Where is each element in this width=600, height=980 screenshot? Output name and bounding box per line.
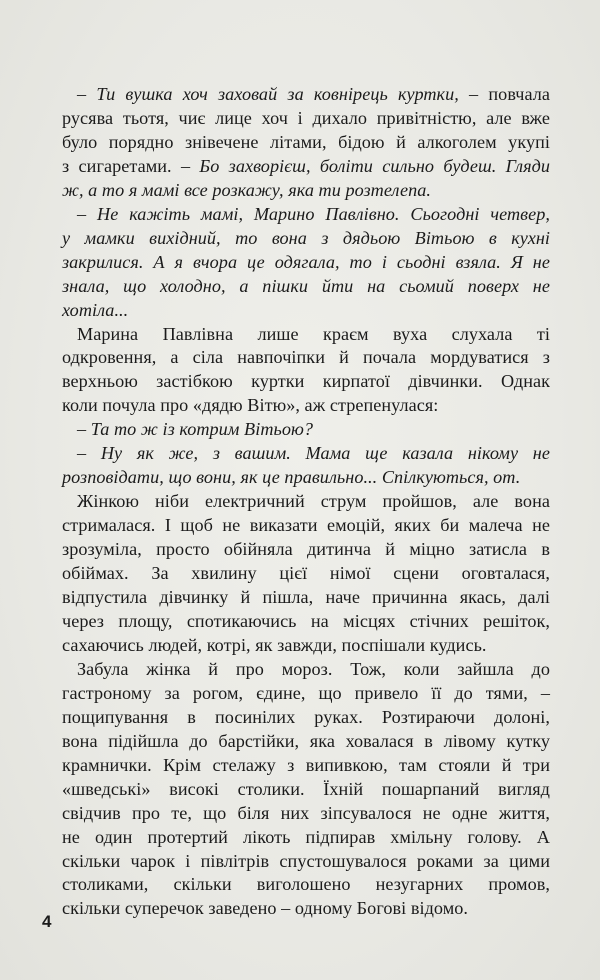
text-line <box>62 778 550 802</box>
text-run: відпустила дівчинку й пішла, наче причинна якась, далі <box>62 587 550 608</box>
text-line <box>62 370 550 394</box>
text-line <box>62 155 550 179</box>
text-run: скільки чарок і півлітрів спустошувалося роками за цими <box>62 850 550 871</box>
text-run: через площу, спотикаючись на місцях стічних решіток, <box>62 610 550 631</box>
text-line <box>62 418 550 442</box>
page-number: 4 <box>42 912 52 931</box>
text-line <box>62 203 550 227</box>
text-line <box>62 706 550 730</box>
text-run: Забула жінка й про мороз. Тож, коли зайшла до <box>77 658 550 679</box>
italic-text: – Ти вушка хоч заховай за ковнірець куртки, <box>77 84 459 104</box>
text-run: одкровення, а сіла навпочіпки й почала мордуватися з <box>62 347 550 368</box>
body-text <box>62 83 550 921</box>
text-run: крамнички. Крім стелажу з випивкою, там стояли й три <box>62 754 550 775</box>
text-run: столиками, скільки виголошено незугарних промов, <box>62 874 550 895</box>
italic-text: закрилися. А я вчора це одягала, то і сьодні взяла. Я не <box>62 251 550 272</box>
text-line <box>62 299 550 323</box>
text-run: скільки суперечок заведено – одному Богові відомо. <box>62 898 468 919</box>
text-line <box>62 251 550 275</box>
italic-text: – Не кажіть мамі, Марино Павлівно. Сьогодні четвер, <box>77 203 550 224</box>
text-line <box>62 897 550 921</box>
text-run: обіймах. За хвилину цієї німої сцени оговталася, <box>62 563 550 584</box>
text-run: «шведські» високі столики. Їхній пошарпаний вигляд <box>62 778 550 799</box>
text-run: не один протертий лікоть підпирав хмільну голову. А <box>62 826 550 847</box>
text-line <box>62 83 550 107</box>
italic-text: – Бо захворієш, боліти сильно будеш. Гляди <box>180 155 550 176</box>
text-line <box>62 466 550 490</box>
text-line <box>62 107 550 131</box>
text-line <box>62 562 550 586</box>
text-line <box>62 442 550 466</box>
text-line <box>62 538 550 562</box>
text-line <box>62 514 550 538</box>
italic-text: – Ну як же, з вашим. Мама ще казала нікому не <box>77 443 550 464</box>
text-line <box>62 394 550 418</box>
text-run: з сигаретами. <box>62 155 181 176</box>
text-run: русява тьотя, чиє лице хоч і дихало привітністю, але вже <box>62 107 550 128</box>
italic-text: знала, що холодно, а пішки йти на сьомий поверх не <box>62 275 550 296</box>
text-line <box>62 610 550 634</box>
text-line <box>62 323 550 347</box>
text-line <box>62 586 550 610</box>
text-run: Марина Павлівна лише краєм вуха слухала ті <box>77 323 550 344</box>
text-line <box>62 275 550 299</box>
text-run: пощипування в посинілих руках. Розтираючи долоні, <box>62 706 550 727</box>
text-line <box>62 634 550 658</box>
text-run: сахаючись людей, котрі, як завжди, поспішали кудись. <box>62 634 487 655</box>
text-run: верхньою застібкою куртки кирпатої дівчинки. Однак <box>62 371 550 392</box>
text-line <box>62 802 550 826</box>
text-run: було порядно знівечене літами, бідою й алкоголем укупі <box>62 131 550 152</box>
text-run: вона підійшла до барстійки, яка ховалася в лівому кутку <box>62 730 550 751</box>
text-line <box>62 227 550 251</box>
text-run: свідчив про те, що біля них зіпсувалося не одне життя, <box>62 802 550 823</box>
text-line <box>62 873 550 897</box>
text-line <box>62 754 550 778</box>
text-line <box>62 179 550 203</box>
text-line <box>62 826 550 850</box>
italic-text: розповідати, що вони, як це правильно... Спілкуються, от. <box>62 467 521 488</box>
text-line <box>62 730 550 754</box>
text-line <box>62 658 550 682</box>
text-line <box>62 850 550 874</box>
text-line <box>62 346 550 370</box>
text-run: зрозуміла, просто обійняла дитинча й міцно затисла в <box>62 539 550 560</box>
text-line <box>62 131 550 155</box>
text-run: – повчала <box>458 84 550 104</box>
text-line <box>62 682 550 706</box>
text-run: гастроному за рогом, єдине, що привело її до тями, – <box>62 682 550 703</box>
italic-text: у мамки вихідний, то вона з дядьою Вітьою в кухні <box>62 227 550 248</box>
italic-text: хотіла... <box>62 299 129 320</box>
text-run: стрималася. І щоб не виказати емоцій, яких би малеча не <box>62 515 550 536</box>
text-run: Жінкою ніби електричний струм пройшов, але вона <box>77 491 550 512</box>
text-run: коли почула про «дядю Вітю», аж стрепенулася: <box>62 395 439 416</box>
italic-text: ж, а то я мамі все розкажу, яка ти розтелепа. <box>62 179 431 200</box>
text-line <box>62 490 550 514</box>
italic-text: – Та то ж із котрим Вітьою? <box>77 419 313 440</box>
